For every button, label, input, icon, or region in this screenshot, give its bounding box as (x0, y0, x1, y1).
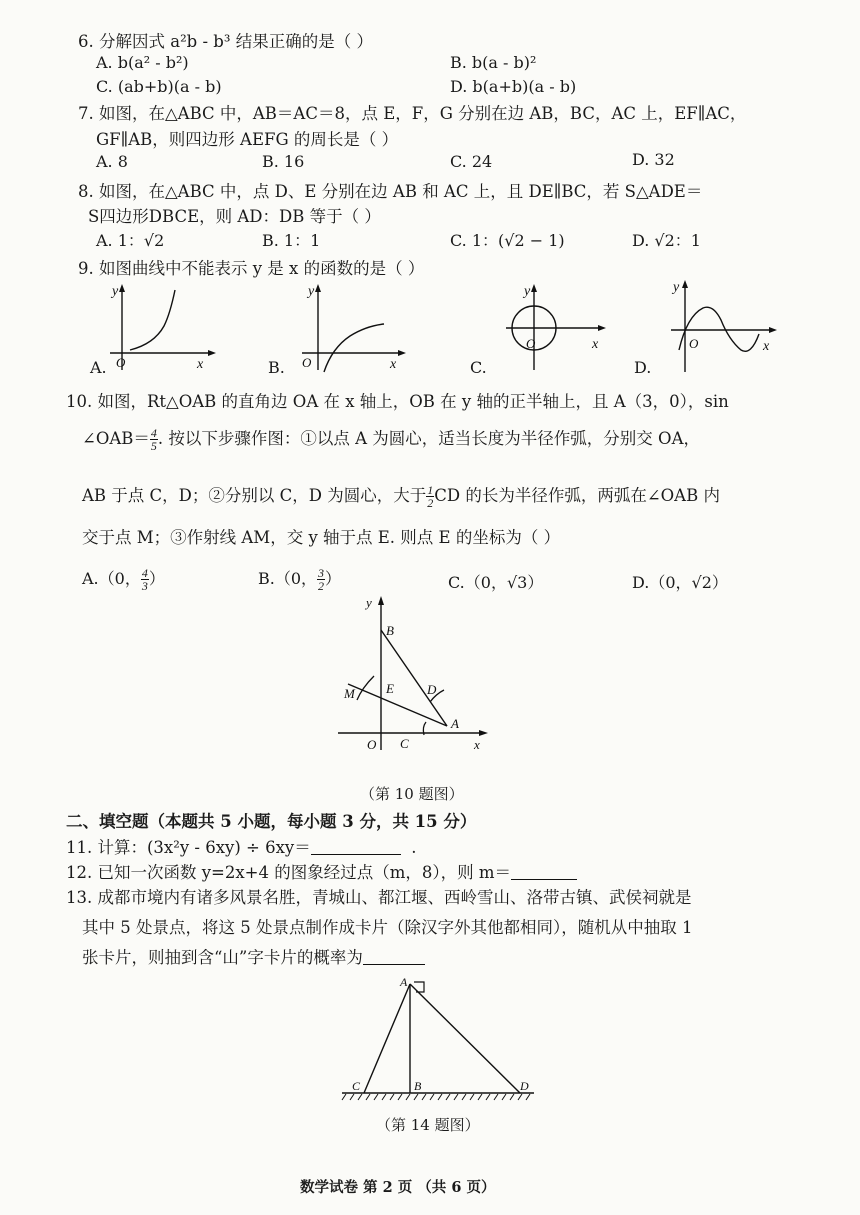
q12-text: 12. 已知一次函数 y=2x+4 的图象经过点（m，8），则 m＝ (66, 859, 577, 883)
q8-option-b: B. 1：1 (262, 231, 321, 250)
q10-option-d: D.（0，√2） (632, 573, 728, 592)
q10-line3-b: CD 的长为半径作弧，两弧在∠OAB 内 (434, 486, 720, 505)
q14-figure (336, 970, 536, 1102)
q9d-x-label: x (763, 339, 770, 354)
q9-option-d: D. (634, 358, 652, 377)
q9b-origin: O (302, 355, 312, 370)
q10-option-a: A.（0， $\frac{4}{3}$ ） (82, 566, 165, 593)
q9-graph-b (282, 278, 412, 378)
q11-answer-blank[interactable] (311, 838, 401, 855)
q7-option-c: C. 24 (450, 152, 493, 171)
q6-option-c: C. (ab+b)(a - b) (96, 77, 222, 96)
q9-graph-d (655, 272, 785, 378)
q14-label-c: C (352, 1079, 361, 1093)
q10-line1: 10. 如图，Rt△OAB 的直角边 OA 在 x 轴上，OB 在 y 轴的正半轴上，且 A（3，0），sin (66, 392, 729, 411)
q14-label-d: D (520, 1079, 529, 1093)
q14-label-b: B (414, 1079, 422, 1093)
q7-stem-line1: 7. 如图，在△ABC 中，AB＝AC＝8，点 E，F，G 分别在边 AB，BC，AC 上，EF∥AC， (78, 104, 747, 123)
q10-label-d: D (427, 682, 437, 697)
q9-option-c: C. (470, 358, 487, 377)
q10-label-x: x (474, 737, 480, 752)
q10-label-y: y (366, 595, 372, 610)
q13-line1: 13. 成都市境内有诸多风景名胜，青城山、都江堰、西岭雪山、洛带古镇、武侯祠就是 (66, 888, 692, 907)
q10-option-c: C.（0，√3） (448, 573, 544, 592)
q10-label-m: M (344, 686, 355, 701)
q9a-x-label: x (197, 357, 204, 372)
q12-answer-blank[interactable] (511, 863, 577, 880)
q8-option-d: D. √2：1 (632, 231, 701, 250)
q6-option-a: A. b(a² - b²) (96, 53, 189, 72)
q7-option-b: B. 16 (262, 152, 305, 171)
q10-figure (330, 590, 500, 755)
page-footer: 数学试卷 第 2 页 （共 6 页） (300, 1179, 496, 1196)
q11-text: 11. 计算：(3x²y - 6xy) ÷ 6xy＝ . (66, 838, 417, 857)
q9d-origin: O (689, 336, 699, 351)
q10-frac-1-2: $\frac{1}{2}$ (427, 483, 434, 510)
q9-graph-a (92, 278, 222, 378)
q9-stem: 9. 如图曲线中不能表示 y 是 x 的函数的是（ ） (78, 259, 425, 278)
q7-stem-line2: GF∥AB，则四边形 AEFG 的周长是（ ） (96, 130, 399, 149)
q6-stem: 6. 分解因式 a²b - b³ 结果正确的是（ ） (78, 32, 373, 51)
q9-graph-c (492, 278, 622, 378)
q6-option-d: D. b(a+b)(a - b) (450, 77, 577, 96)
q9-option-a: A. (90, 358, 107, 377)
q10-line4: 交于点 M；③作射线 AM，交 y 轴于点 E. 则点 E 的坐标为（ ） (82, 528, 561, 547)
q10-option-b: B.（0， $\frac{3}{2}$ ） (258, 566, 342, 593)
q9b-y-label: y (308, 284, 315, 299)
q7-option-a: A. 8 (96, 152, 128, 171)
q14-label-a: A (400, 975, 408, 989)
q13-answer-blank[interactable] (363, 948, 425, 965)
q14-caption: （第 14 题图） (376, 1116, 480, 1134)
q8-option-c: C. 1：(√2 − 1) (450, 231, 565, 250)
q9c-x-label: x (592, 337, 599, 352)
q10-label-b: B (386, 623, 394, 638)
q6-option-b: B. b(a - b)² (450, 53, 537, 72)
q9-option-b: B. (268, 358, 285, 377)
q10-label-o: O (367, 737, 377, 752)
q8-stem-line1: 8. 如图，在△ABC 中，点 D、E 分别在边 AB 和 AC 上，且 DE∥BC，若 S△ADE＝ (78, 182, 703, 201)
q10-line2-a: ∠OAB＝ (82, 429, 150, 448)
q9a-y-label: y (112, 284, 119, 299)
q9c-origin: O (526, 336, 536, 351)
q10-frac-4-5: $\frac{4}{5}$ (150, 426, 157, 453)
q9c-y-label: y (524, 284, 531, 299)
q10-caption: （第 10 题图） (360, 785, 464, 803)
q7-option-d: D. 32 (632, 150, 675, 169)
q10-label-c: C (400, 736, 409, 751)
section2-title: 二、填空题（本题共 5 小题，每小题 3 分，共 15 分） (66, 812, 477, 831)
q9b-x-label: x (390, 357, 397, 372)
q8-option-a: A. 1：√2 (96, 231, 165, 250)
q9a-origin: O (116, 355, 126, 370)
q8-stem-line2: S四边形DBCE，则 AD：DB 等于（ ） (88, 207, 381, 226)
q9d-y-label: y (673, 280, 680, 295)
q10-label-e: E (386, 681, 394, 696)
q10-line3 (82, 482, 720, 509)
q10-line3-a: AB 于点 C，D；②分别以 C，D 为圆心，大于 (82, 486, 427, 505)
q13-line2: 其中 5 处景点，将这 5 处景点制作成卡片（除汉字外其他都相同），随机从中抽取 1 (82, 918, 693, 937)
q10-line2 (82, 425, 700, 452)
q10-line2-b: . 按以下步骤作图：①以点 A 为圆心，适当长度为半径作弧，分别交 OA， (157, 429, 700, 448)
q10-label-a: A (451, 716, 459, 731)
q13-line3: 张卡片，则抽到含“山”字卡片的概率为 (82, 944, 425, 968)
